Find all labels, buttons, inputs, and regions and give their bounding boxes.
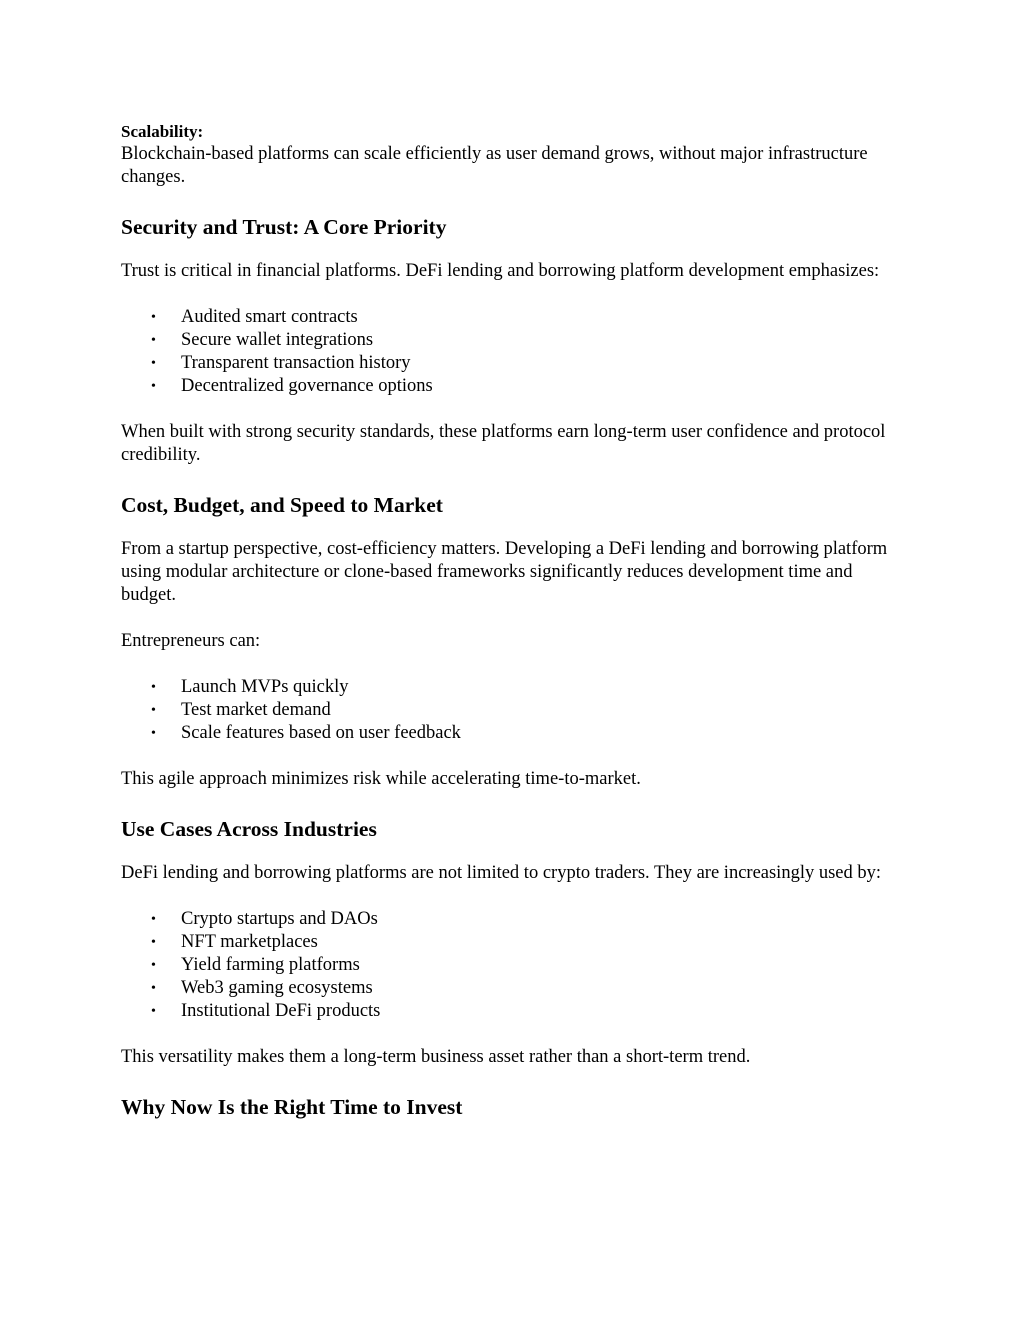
list-item: • Transparent transaction history <box>151 353 411 373</box>
bullet-icon: • <box>151 356 156 371</box>
list-item: • Scale features based on user feedback <box>151 723 461 743</box>
cost-lead: Entrepreneurs can: <box>121 631 261 651</box>
list-item: • Audited smart contracts <box>151 307 358 327</box>
bullet-icon: • <box>151 1004 156 1019</box>
document-page <box>121 121 891 1121</box>
list-item: • Crypto startups and DAOs <box>151 909 378 929</box>
bullet-icon: • <box>151 981 156 996</box>
bullet-icon: • <box>151 680 156 695</box>
why-now-heading: Why Now Is the Right Time to Invest <box>121 1095 463 1119</box>
cost-list <box>121 676 891 745</box>
list-item: • Web3 gaming ecosystems <box>151 978 373 998</box>
scalability-text: Blockchain-based platforms can scale efficiently as user demand grows, without major infrastructure changes. <box>121 144 868 187</box>
list-item: • Yield farming platforms <box>151 955 360 975</box>
list-item: • Test market demand <box>151 700 331 720</box>
use-cases-heading: Use Cases Across Industries <box>121 817 377 841</box>
bullet-icon: • <box>151 333 156 348</box>
security-heading: Security and Trust: A Core Priority <box>121 215 447 239</box>
use-cases-closing: This versatility makes them a long-term business asset rather than a short-term trend. <box>121 1047 751 1067</box>
use-cases-list <box>121 908 891 1023</box>
bullet-icon: • <box>151 912 156 927</box>
bullet-icon: • <box>151 726 156 741</box>
security-intro: Trust is critical in financial platforms. DeFi lending and borrowing platform development emphasizes: <box>121 261 880 281</box>
list-item: • Secure wallet integrations <box>151 330 374 350</box>
security-list <box>121 306 891 398</box>
bullet-icon: • <box>151 310 156 325</box>
list-item: • Institutional DeFi products <box>151 1001 381 1021</box>
list-item: • Decentralized governance options <box>151 376 433 396</box>
list-item: • Launch MVPs quickly <box>151 677 349 697</box>
cost-closing: This agile approach minimizes risk while accelerating time-to-market. <box>121 769 641 789</box>
use-cases-intro: DeFi lending and borrowing platforms are not limited to crypto traders. They are increasingly used by: <box>121 863 882 883</box>
bullet-icon: • <box>151 958 156 973</box>
bullet-icon: • <box>151 379 156 394</box>
cost-heading: Cost, Budget, and Speed to Market <box>121 493 443 517</box>
bullet-icon: • <box>151 703 156 718</box>
bullet-icon: • <box>151 935 156 950</box>
scalability-label: Scalability: <box>121 122 204 141</box>
list-item: • NFT marketplaces <box>151 932 318 952</box>
security-closing: When built with strong security standards, these platforms earn long-term user confidence and protocol credibility. <box>121 422 886 465</box>
cost-intro: From a startup perspective, cost-efficiency matters. Developing a DeFi lending and borrowing platform using modular architecture or clone-based frameworks significantly reduces development time and budget. <box>121 539 888 605</box>
